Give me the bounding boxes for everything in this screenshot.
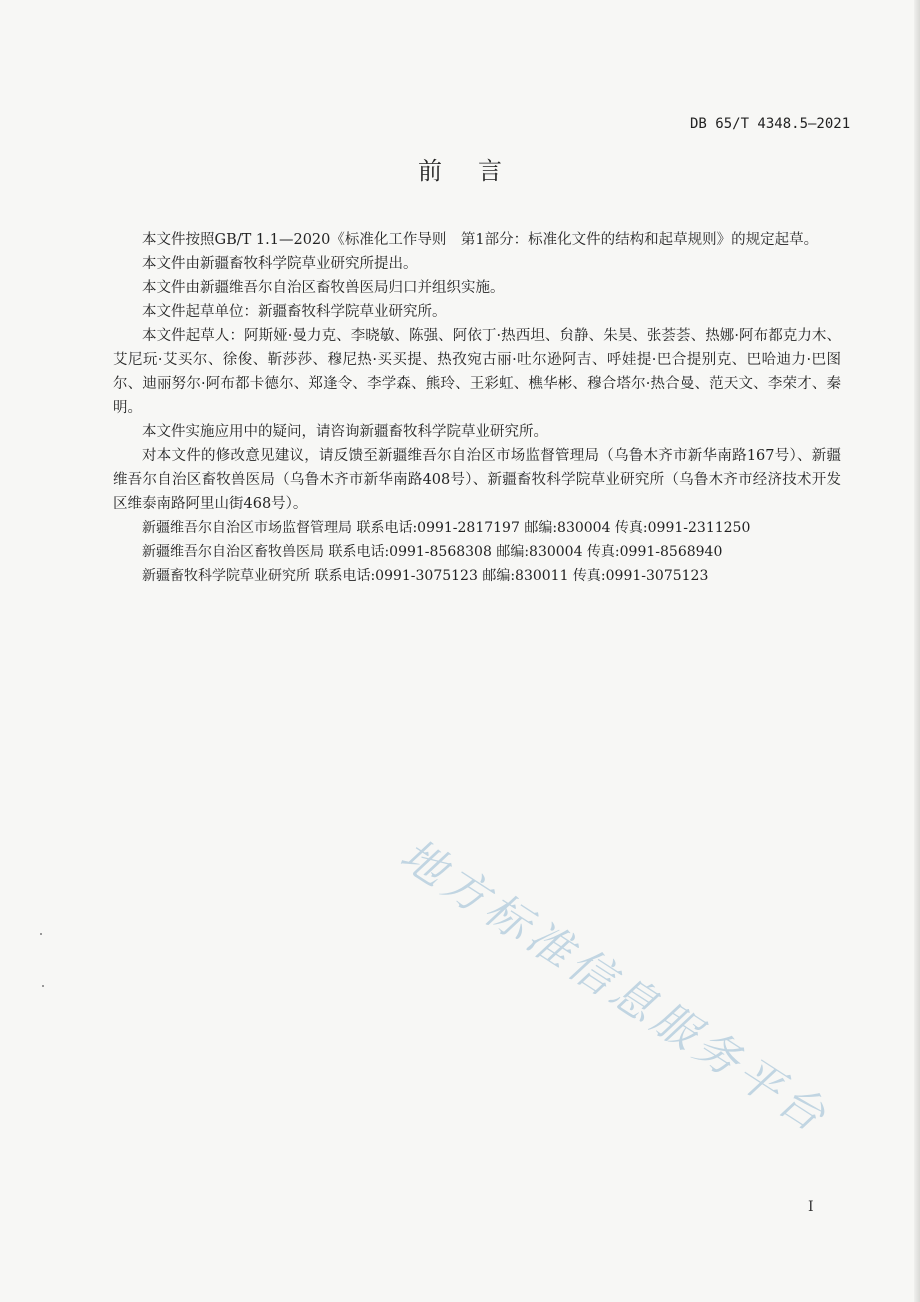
page-number: I — [808, 1199, 814, 1215]
foreword-body — [113, 228, 841, 588]
paragraph-drafters: 本文件起草人：阿斯娅·曼力克、李晓敏、陈强、阿依丁·热西坦、贠静、朱昊、张荟荟、热娜·阿布都克力木、艾尼玩·艾买尔、徐俊、靳莎莎、穆尼热·买买提、热孜宛古丽·吐尔逊阿吉、呼娃提·巴合提别克、巴哈迪力·巴图尔、迪丽努尔·阿布都卡德尔、郑逢令、李学森、熊玲、王彩虹、樵华彬、穆合塔尔·热合曼、范天文、李荣才、秦明。 — [113, 328, 841, 416]
paragraph-administrator: 本文件由新疆维吾尔自治区畜牧兽医局归口并组织实施。 — [142, 280, 505, 296]
paragraph-drafting-rules: 本文件按照GB/T 1.1—2020《标准化工作导则 第1部分：标准化文件的结构和起草规则》的规定起草。 — [142, 232, 819, 248]
page-edge — [914, 0, 920, 1302]
scan-speck — [40, 933, 42, 935]
scan-speck — [42, 985, 44, 987]
paragraph-drafting-unit: 本文件起草单位：新疆畜牧科学院草业研究所。 — [142, 304, 447, 320]
watermark: 地方标准信息服务平台 — [391, 829, 839, 1145]
contact-market-supervision: 新疆维吾尔自治区市场监督管理局 联系电话:0991-2817197 邮编:830004 传真:0991-2311250 — [142, 520, 751, 536]
contact-grassland-institute: 新疆畜牧科学院草业研究所 联系电话:0991-3075123 邮编:830011 传真:0991-3075123 — [142, 568, 709, 584]
contact-animal-husbandry: 新疆维吾尔自治区畜牧兽医局 联系电话:0991-8568308 邮编:830004 传真:0991-8568940 — [142, 544, 723, 560]
page-title: 前言 — [418, 157, 538, 185]
document-code: DB 65/T 4348.5—2021 — [690, 116, 851, 132]
paragraph-inquiries: 本文件实施应用中的疑问，请咨询新疆畜牧科学院草业研究所。 — [142, 424, 548, 440]
paragraph-feedback: 对本文件的修改意见建议，请反馈至新疆维吾尔自治区市场监督管理局（乌鲁木齐市新华南路167号）、新疆维吾尔自治区畜牧兽医局（乌鲁木齐市新华南路408号）、新疆畜牧科学院草业研究所（乌鲁木齐市经济技术开发区维泰南路阿里山街468号）。 — [113, 448, 841, 512]
paragraph-proposer: 本文件由新疆畜牧科学院草业研究所提出。 — [142, 256, 418, 272]
